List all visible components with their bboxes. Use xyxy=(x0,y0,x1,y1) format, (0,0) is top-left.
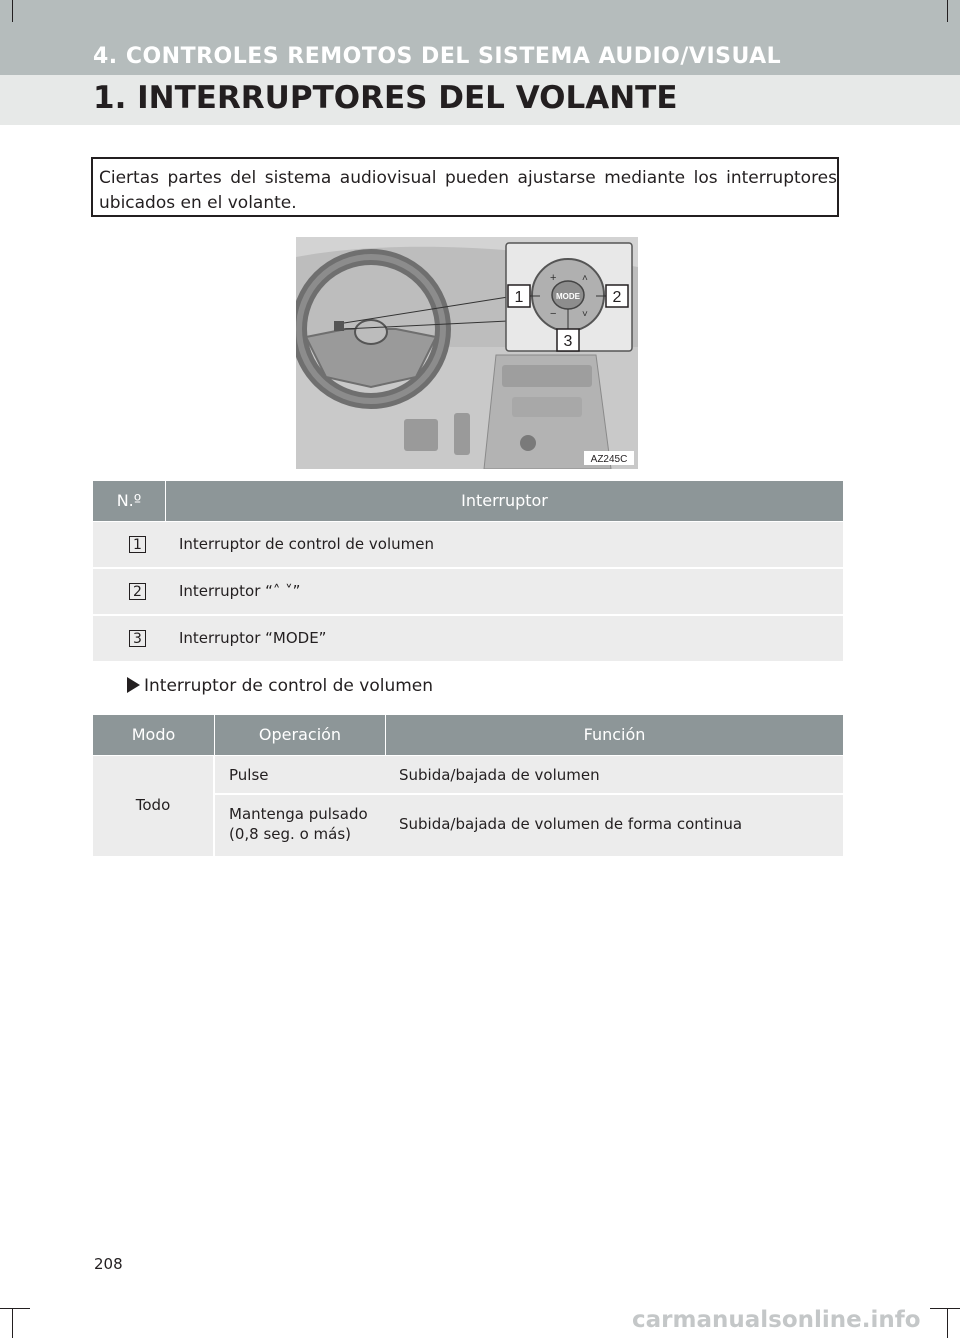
volume-table xyxy=(93,715,843,856)
function-cell: Subida/bajada de volumen de forma continua xyxy=(399,815,743,833)
svg-text:˄: ˄ xyxy=(582,273,588,284)
callout-1: 1 xyxy=(514,289,524,306)
table-row xyxy=(215,795,843,856)
illustration-code: AZ245C xyxy=(590,454,628,465)
crop-mark xyxy=(930,1308,960,1309)
svg-text:+: + xyxy=(550,272,557,284)
subsection-label: Interruptor de control de volumen xyxy=(144,676,434,696)
crop-mark xyxy=(12,0,13,22)
table-row xyxy=(93,522,843,567)
crop-mark xyxy=(947,1308,948,1338)
header-operation: Operación xyxy=(215,715,386,755)
row-label: Interruptor de control de volumen xyxy=(179,535,435,553)
row-label: Interruptor “MODE” xyxy=(179,629,327,647)
crop-mark xyxy=(947,0,948,22)
table-row xyxy=(93,616,843,661)
chapter-title: 4. CONTROLES REMOTOS DEL SISTEMA AUDIO/VISUAL xyxy=(93,44,782,69)
svg-text:˅: ˅ xyxy=(582,309,588,320)
mode-cell xyxy=(93,756,213,856)
table-row xyxy=(215,756,843,793)
table-row xyxy=(93,569,843,614)
volume-table-header xyxy=(93,715,843,755)
header-num: N.º xyxy=(93,481,166,521)
watermark: carmanualsonline.info xyxy=(632,1307,921,1333)
header-mode: Modo xyxy=(93,715,215,755)
header-switch: Interruptor xyxy=(461,491,548,510)
switch-table xyxy=(93,481,843,661)
row-number: 2 xyxy=(129,583,146,600)
page-number: 208 xyxy=(94,1255,123,1273)
function-cell: Subida/bajada de volumen xyxy=(399,766,600,784)
row-label: Interruptor “˄ ˅” xyxy=(179,582,301,600)
intro-box: Ciertas partes del sistema audiovisual pueden ajustarse mediante los interruptores ubicados en el volante. xyxy=(91,157,839,217)
crop-mark xyxy=(12,1308,13,1338)
subsection-heading xyxy=(127,676,433,696)
operation-cell: Mantenga pulsado (0,8 seg. o más) xyxy=(229,805,368,843)
switch-table-header xyxy=(93,481,843,521)
row-number: 3 xyxy=(129,630,146,647)
mode-label: MODE xyxy=(556,292,580,301)
crop-mark xyxy=(0,1308,30,1309)
row-number: 1 xyxy=(129,536,146,553)
header-function: Función xyxy=(583,725,646,744)
callout-3: 3 xyxy=(563,333,573,350)
svg-text:−: − xyxy=(550,308,557,320)
steering-wheel-illustration xyxy=(296,237,638,469)
triangle-bullet-icon xyxy=(127,677,140,693)
mode-label: Todo xyxy=(135,796,171,814)
operation-cell: Pulse xyxy=(229,766,269,784)
section-title: 1. INTERRUPTORES DEL VOLANTE xyxy=(93,80,678,116)
callout-2: 2 xyxy=(612,289,622,306)
